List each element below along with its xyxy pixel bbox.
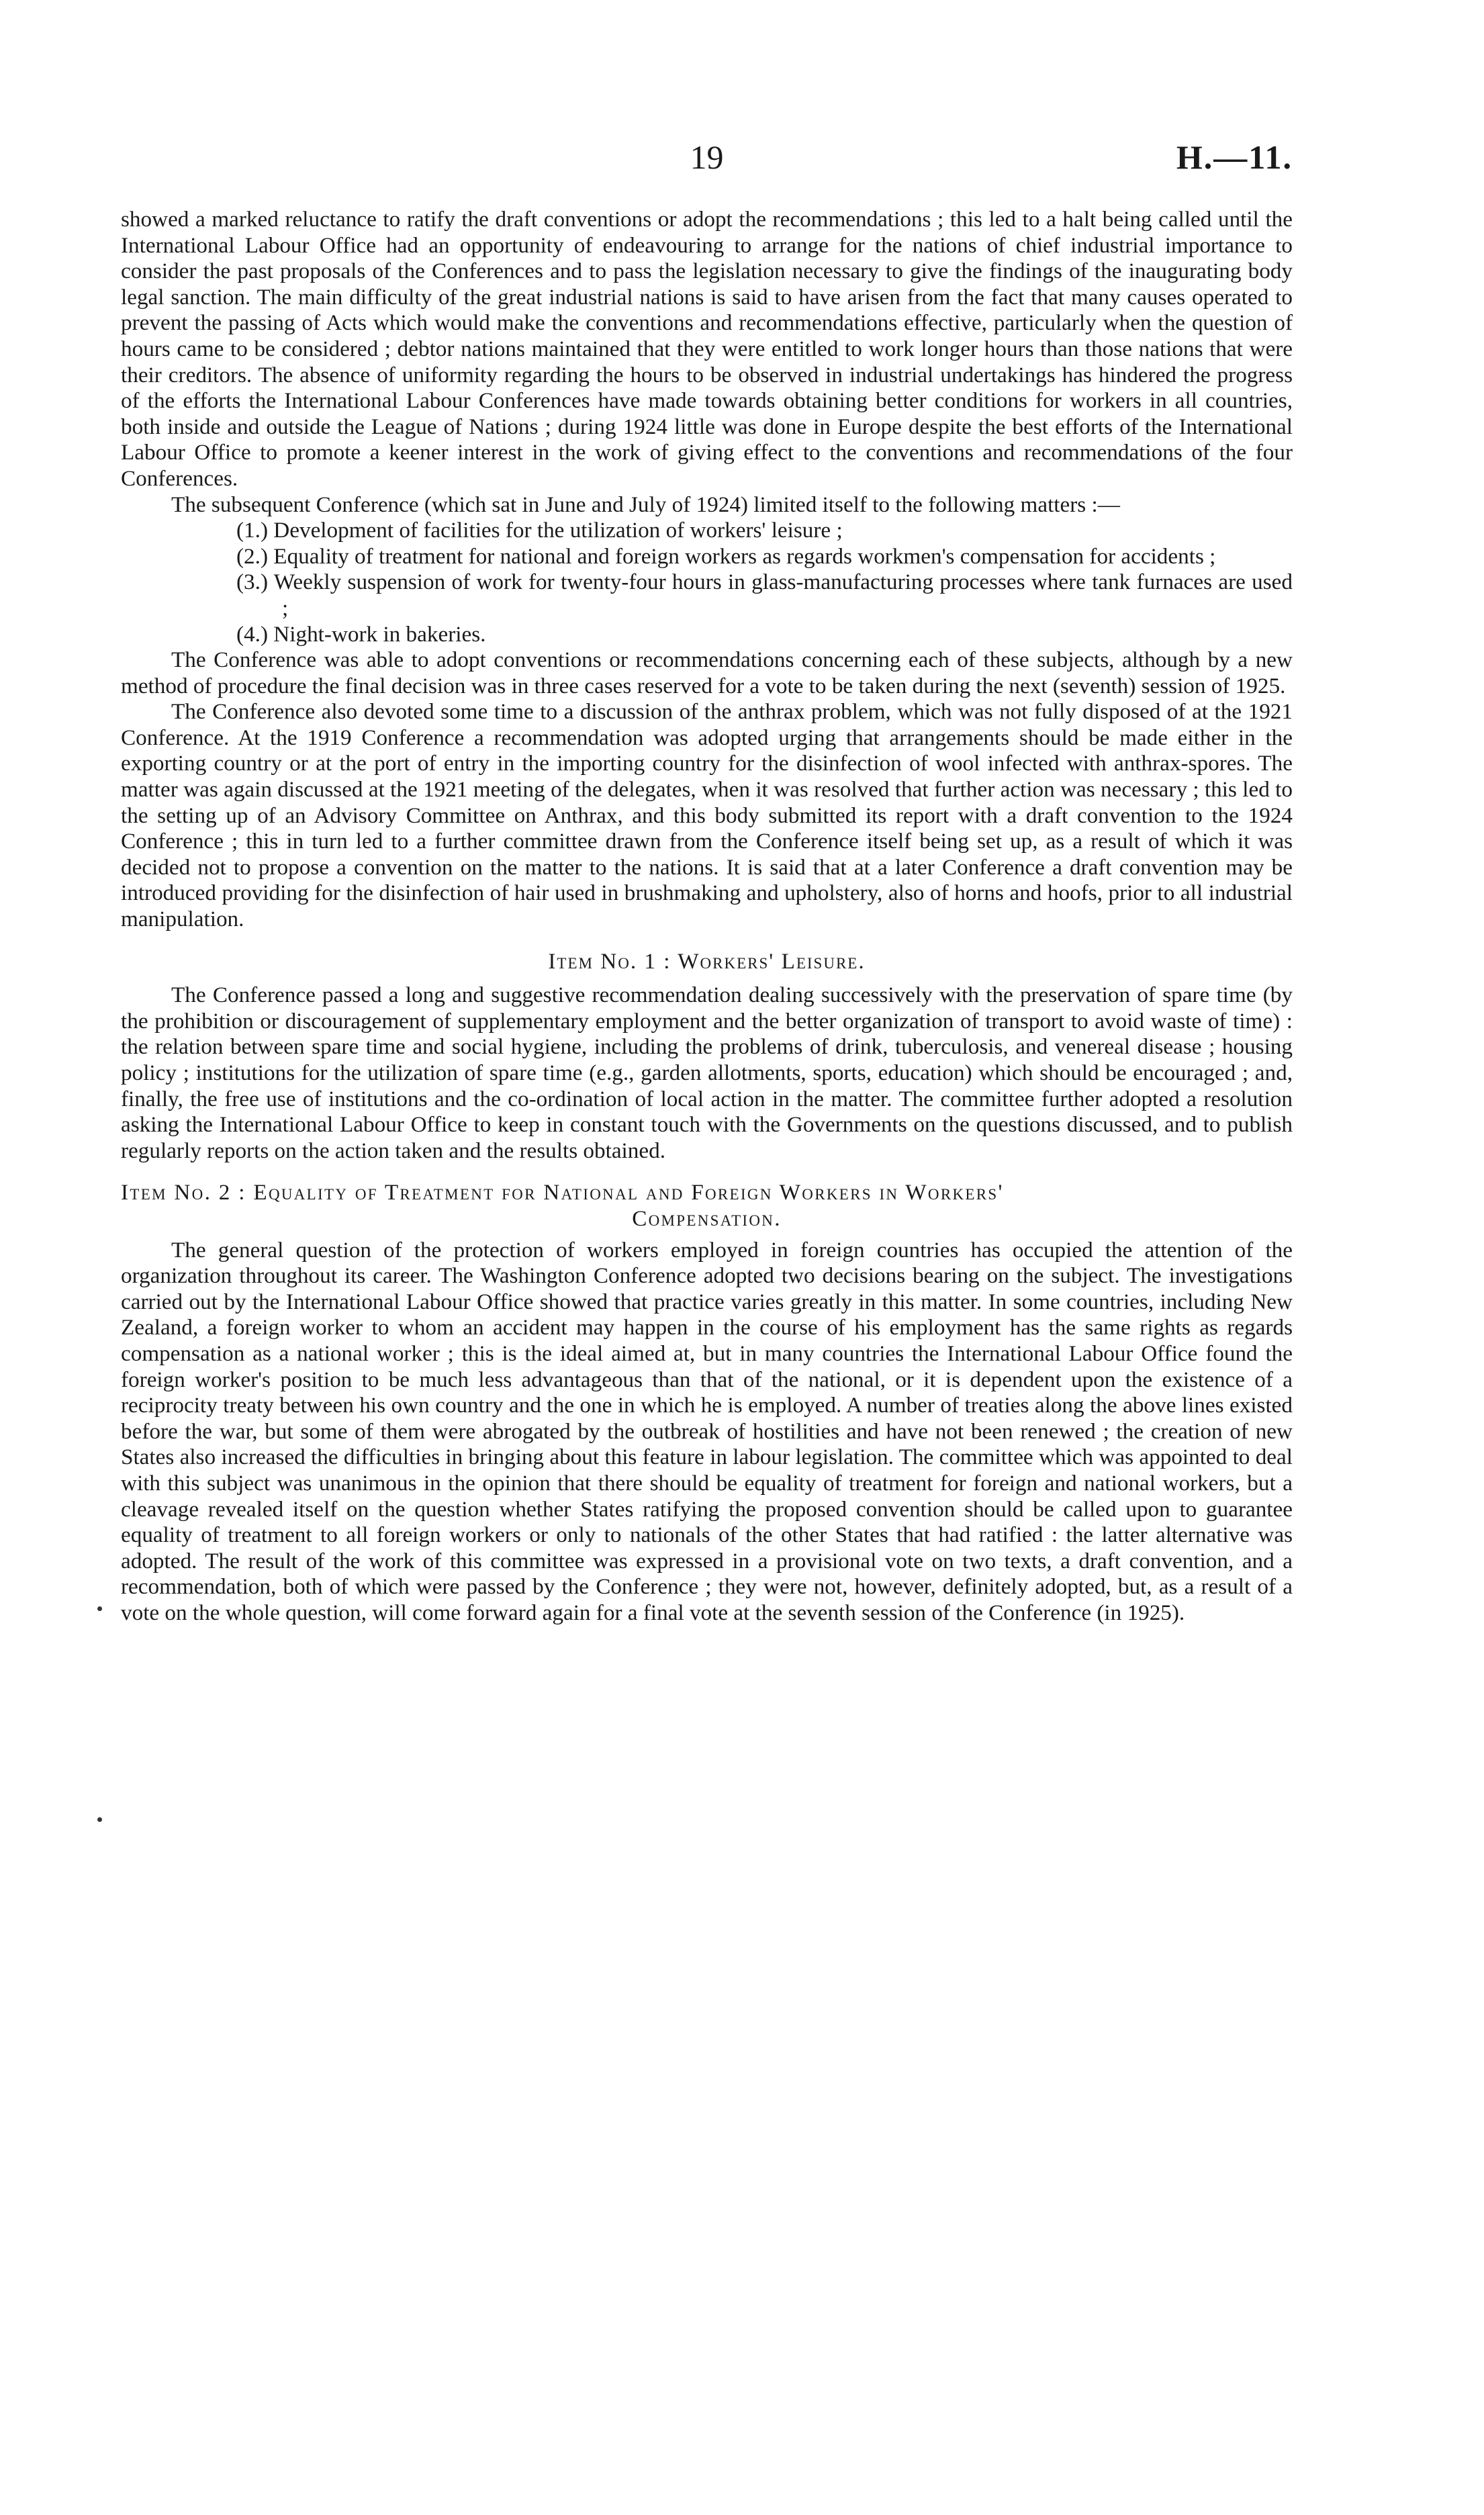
heading-line: Compensation. [632, 1205, 782, 1231]
margin-mark [97, 1606, 102, 1611]
margin-mark [97, 1817, 102, 1822]
page-header [121, 138, 1293, 191]
section-heading-equality-of-treatment [121, 1180, 1293, 1232]
document-page [121, 0, 1293, 2515]
list-item: (3.) Weekly suspension of work for twenty-four hours in glass-manufacturing processes where tank furnaces are used ; [236, 569, 1293, 621]
section-heading-workers-leisure: Item No. 1 : Workers' Leisure. [548, 948, 866, 974]
document-reference: H.—11. [1176, 138, 1293, 176]
paragraph-workers-leisure: The Conference passed a long and suggestive recommendation dealing successively with the preservation of spare time (by the prohibition or discouragement of supplementary employment and the better organization of transport to avoid waste of time) : the relation between spare time and social hygiene, including the problems of drink, tuberculosis, and venereal disease ; housing policy ; institutions for the utilization of spare time (e.g., garden allotments, sports, education) which should be encouraged ; and, finally, the free use of institutions and the co-ordination of local action in the matter. The committee further adopted a resolution asking the International Labour Office to keep in constant touch with the Governments on the questions discussed, and to publish regularly reports on the action taken and the results obtained. [121, 982, 1293, 1163]
list-item: (2.) Equality of treatment for national and foreign workers as regards workmen's compensation for accidents ; [236, 543, 1216, 569]
heading-line: Item No. 2 : Equality of Treatment for National and Foreign Workers in Workers' [121, 1180, 1004, 1205]
paragraph-subsequent-conference: The subsequent Conference (which sat in June and July of 1924) limited itself to the following matters :— [171, 492, 1120, 517]
paragraph-conventions: The Conference was able to adopt conventions or recommendations concerning each of these subjects, although by a new method of procedure the final decision was in three cases reserved for a vote to be taken during the next (seventh) session of 1925. [121, 647, 1293, 698]
list-item: (1.) Development of facilities for the utilization of workers' leisure ; [236, 518, 843, 543]
list-item: (4.) Night-work in bakeries. [236, 621, 486, 647]
page-number: 19 [690, 138, 724, 176]
matters-list [121, 518, 1293, 647]
body-text [121, 207, 1293, 1626]
paragraph-anthrax: The Conference also devoted some time to a discussion of the anthrax problem, which was not fully disposed of at the 1921 Conference. At the 1919 Conference a recommendation was adopted urging that arrangements should be made either in the exporting country or at the port of entry in the importing country for the disinfection of wool infected with anthrax-spores. The matter was again discussed at the 1921 meeting of the delegates, when it was resolved that further action was necessary ; this led to the setting up of an Advisory Committee on Anthrax, and this body submitted its report with a draft convention to the 1924 Conference ; this in turn led to a further committee drawn from the Conference itself being set up, as a result of which it was decided not to propose a convention on the matter to the nations. It is said that at a later Conference a draft convention may be introduced providing for the disinfection of hair used in brushmaking and upholstery, also of horns and hoofs, prior to all industrial manipulation. [121, 699, 1293, 932]
paragraph-continued: showed a marked reluctance to ratify the draft conventions or adopt the recommendations ; this led to a halt being called until the International Labour Office had an opportunity of endeavouring to arrange for the nations of chief industrial importance to consider the past proposals of the Conferences and to pass the legislation necessary to give the findings of the inaugurating body legal sanction. The main difficulty of the great industrial nations is said to have arisen from the fact that many causes operated to prevent the passing of Acts which would make the conventions and recommendations effective, particularly when the question of hours came to be considered ; debtor nations maintained that they were entitled to work longer hours than those nations that were their creditors. The absence of uniformity regarding the hours to be observed in industrial undertakings has hindered the progress of the efforts the International Labour Conferences have made towards obtaining better conditions for workers in all countries, both inside and outside the League of Nations ; during 1924 little was done in Europe despite the best efforts of the International Labour Office to promote a keener interest in the work of giving effect to the conventions and recommendations of the four Conferences. [121, 207, 1293, 491]
paragraph-equality-of-treatment: The general question of the protection of workers employed in foreign countries has occupied the attention of the organization throughout its career. The Washington Conference adopted two decisions bearing on the subject. The investigations carried out by the International Labour Office showed that practice varies greatly in this matter. In some countries, including New Zealand, a foreign worker to whom an accident may happen in the course of his employment has the same rights as regards compensation as a national worker ; this is the ideal aimed at, but in many countries the International Labour Office found the foreign worker's position to be much less advantageous than that of the national, or it is dependent upon the existence of a reciprocity treaty between his own country and the one in which he is employed. A number of treaties along the above lines existed before the war, but some of them were abrogated by the outbreak of hostilities and have not been renewed ; the creation of new States also increased the difficulties in bringing about this feature in labour legislation. The committee which was appointed to deal with this subject was unanimous in the opinion that there should be equality of treatment for foreign and national workers, but a cleavage revealed itself on the question whether States ratifying the proposed convention should be called upon to guarantee equality of treatment to all foreign workers or only to nationals of the other States that had ratified : the latter alternative was adopted. The result of the work of this committee was expressed in a provisional vote on two texts, a draft convention, and a recommendation, both of which were passed by the Conference ; they were not, however, definitely adopted, but, as a result of a vote on the whole question, will come forward again for a final vote at the seventh session of the Conference (in 1925). [121, 1237, 1293, 1625]
